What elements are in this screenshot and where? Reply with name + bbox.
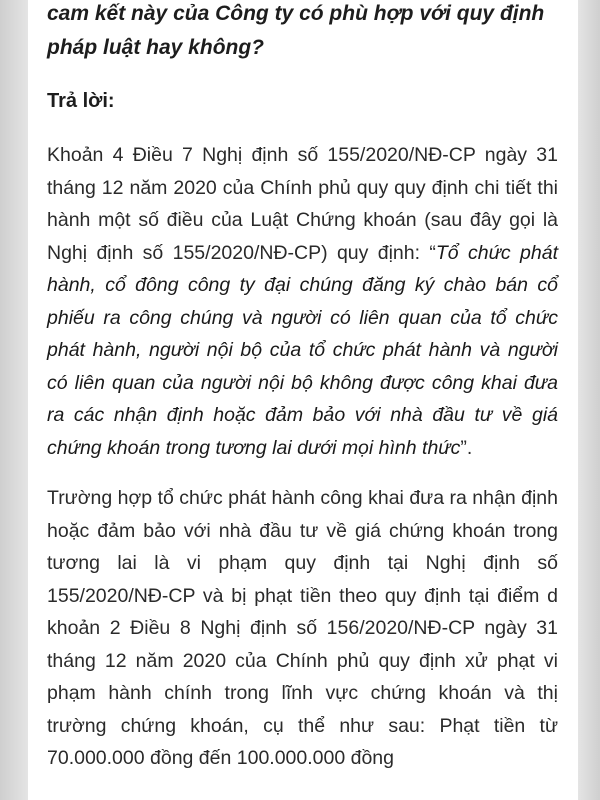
- left-background-edge: [0, 0, 28, 800]
- right-background-edge: [578, 0, 600, 800]
- paragraph-1-closing: ”.: [460, 436, 473, 459]
- answer-paragraph-1: [47, 139, 558, 464]
- paragraph-1-intro: Khoản 4 Điều 7 Nghị định số 155/2020/NĐ-CP ngày 31 tháng 12 năm 2020 của Chính phủ quy quy định chi tiết thi hành một số điều của Luật Chứng khoán (sau đây gọi là Nghị định số 155/2020/NĐ-CP) quy định: “: [47, 144, 558, 264]
- answer-heading: Trả lời:: [47, 90, 115, 112]
- paragraph-1-quote: Tổ chức phát hành, cổ đông công ty đại chúng đăng ký chào bán cổ phiếu ra công chúng và người có liên quan của tổ chức phát hành, người nội bộ của tổ chức phát hành và người có liên quan của người nội bộ không được công khai đưa ra các nhận định hoặc đảm bảo với nhà đầu tư về giá chứng khoán trong tương lai dưới mọi hình thức: [47, 241, 558, 459]
- answer-paragraph-2: Trường hợp tổ chức phát hành công khai đưa ra nhận định hoặc đảm bảo với nhà đầu tư về giá chứng khoán trong tương lai là vi phạm quy định tại Nghị định số 155/2020/NĐ-CP và bị phạt tiền theo quy định tại điểm d khoản 2 Điều 8 Nghị định số 156/2020/NĐ-CP ngày 31 tháng 12 năm 2020 của Chính phủ quy định xử phạt vi phạm hành chính trong lĩnh vực chứng khoán và thị trường chứng khoán, cụ thể như sau: Phạt tiền từ 70.000.000 đồng đến 100.000.000 đồng: [47, 487, 558, 769]
- question-text: cam kết này của Công ty có phù hợp với quy định pháp luật hay không?: [47, 2, 545, 59]
- article-page: [28, 0, 578, 800]
